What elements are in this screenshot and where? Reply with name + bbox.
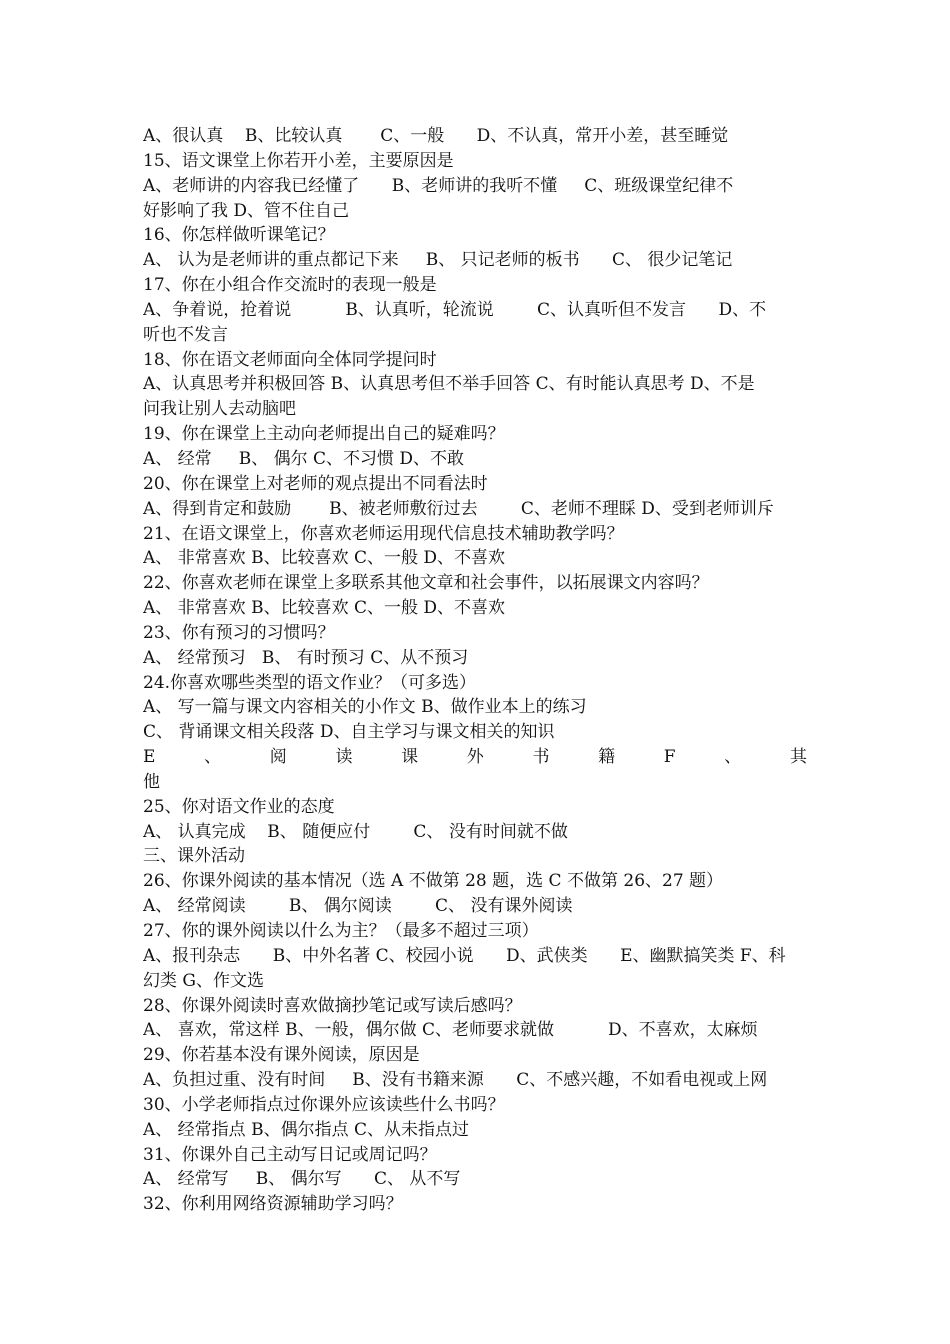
text-line: A、认真思考并积极回答 B、认真思考但不举手回答 C、有时能认真思考 D、不是 <box>143 374 755 395</box>
text-line: 好影响了我 D、管不住自己 <box>143 200 350 221</box>
spread-char: 书 <box>532 747 550 768</box>
text-line: A、 经常写 B、 偶尔写 C、 从不写 <box>143 1169 461 1190</box>
question-15: 15、语文课堂上你若开小差，主要原因是 <box>143 150 454 171</box>
spread-char: 、 <box>204 747 222 768</box>
question-23: 23、你有预习的习惯吗？ <box>143 622 335 643</box>
text-line: 幻类 G、作文选 <box>143 970 264 991</box>
question-28: 28、你课外阅读时喜欢做摘抄笔记或写读后感吗？ <box>143 995 522 1016</box>
question-22: 22、你喜欢老师在课堂上多联系其他文章和社会事件，以拓展课文内容吗？ <box>143 573 709 594</box>
question-24: 24.你喜欢哪些类型的语文作业？（可多选） <box>143 672 477 693</box>
question-21: 21、在语文课堂上，你喜欢老师运用现代信息技术辅助教学吗？ <box>143 523 624 544</box>
question-16: 16、你怎样做听课笔记？ <box>143 225 335 246</box>
spread-char: 外 <box>466 747 484 768</box>
survey-text <box>143 124 807 1217</box>
text-line: A、 非常喜欢 B、比较喜欢 C、一般 D、不喜欢 <box>143 548 506 569</box>
text-line: A、负担过重、没有时间 B、没有书籍来源 C、不感兴趣，不如看电视或上网 <box>143 1070 768 1091</box>
question-19: 19、你在课堂上主动向老师提出自己的疑难吗？ <box>143 424 505 445</box>
question-27: 27、你的课外阅读以什么为主？（最多不超过三项） <box>143 921 539 941</box>
question-32: 32、你利用网络资源辅助学习吗？ <box>143 1194 403 1215</box>
spread-char: 、 <box>724 747 742 768</box>
spread-char: F <box>663 747 676 768</box>
spread-char: 读 <box>335 747 353 768</box>
text-line: 问我让别人去动脑吧 <box>143 399 296 420</box>
question-17: 17、你在小组合作交流时的表现一般是 <box>143 275 437 296</box>
text-line: 听也不发言 <box>143 324 228 345</box>
spread-option-line <box>143 745 807 770</box>
text-line: A、很认真 B、比较认真 C、一般 D、不认真，常开小差，甚至睡觉 <box>143 126 729 146</box>
text-line: A、报刊杂志 B、中外名著 C、校园小说 D、武侠类 E、幽默搞笑类 F、科 <box>143 945 786 966</box>
text-line: A、 非常喜欢 B、比较喜欢 C、一般 D、不喜欢 <box>143 598 506 619</box>
text-line: A、 认真完成 B、 随便应付 C、 没有时间就不做 <box>143 821 568 842</box>
spread-char: 籍 <box>598 747 616 768</box>
spread-char: E <box>143 747 156 768</box>
question-29: 29、你若基本没有课外阅读，原因是 <box>143 1045 420 1066</box>
text-line: A、老师讲的内容我已经懂了 B、老师讲的我听不懂 C、班级课堂纪律不 <box>143 175 734 196</box>
text-line: A、 经常阅读 B、 偶尔阅读 C、 没有课外阅读 <box>143 896 573 917</box>
question-25: 25、你对语文作业的态度 <box>143 796 335 817</box>
text-line: 他 <box>143 771 160 792</box>
text-line: A、 写一篇与课文内容相关的小作文 B、做作业本上的练习 <box>143 697 587 718</box>
section-heading: 三、课外活动 <box>143 846 245 867</box>
text-line: A、 经常 B、 偶尔 C、不习惯 D、不敢 <box>143 448 465 469</box>
text-line: A、 经常指点 B、偶尔指点 C、从未指点过 <box>143 1119 469 1140</box>
text-line: A、 喜欢，常这样 B、一般，偶尔做 C、老师要求就做 D、不喜欢，太麻烦 <box>143 1020 758 1041</box>
question-18: 18、你在语文老师面向全体同学提问时 <box>143 349 437 370</box>
text-line: C、 背诵课文相关段落 D、自主学习与课文相关的知识 <box>143 722 555 743</box>
question-30: 30、小学老师指点过你课外应该读些什么书吗？ <box>143 1094 505 1115</box>
question-26: 26、你课外阅读的基本情况（选 A 不做第 28 题，选 C 不做第 26、27 题） <box>143 871 724 892</box>
spread-char: 其 <box>789 747 807 768</box>
question-20: 20、你在课堂上对老师的观点提出不同看法时 <box>143 473 488 494</box>
spread-char: 阅 <box>269 747 287 768</box>
text-line: A、 经常预习 B、 有时预习 C、从不预习 <box>143 647 469 668</box>
text-line: A、得到肯定和鼓励 B、被老师敷衍过去 C、老师不理睬 D、受到老师训斥 <box>143 498 774 519</box>
spread-char: 课 <box>401 747 419 768</box>
text-line: A、 认为是老师讲的重点都记下来 B、 只记老师的板书 C、 很少记笔记 <box>143 250 733 271</box>
text-line: A、争着说，抢着说 B、认真听，轮流说 C、认真听但不发言 D、不 <box>143 299 767 320</box>
question-31: 31、你课外自己主动写日记或周记吗？ <box>143 1144 437 1165</box>
